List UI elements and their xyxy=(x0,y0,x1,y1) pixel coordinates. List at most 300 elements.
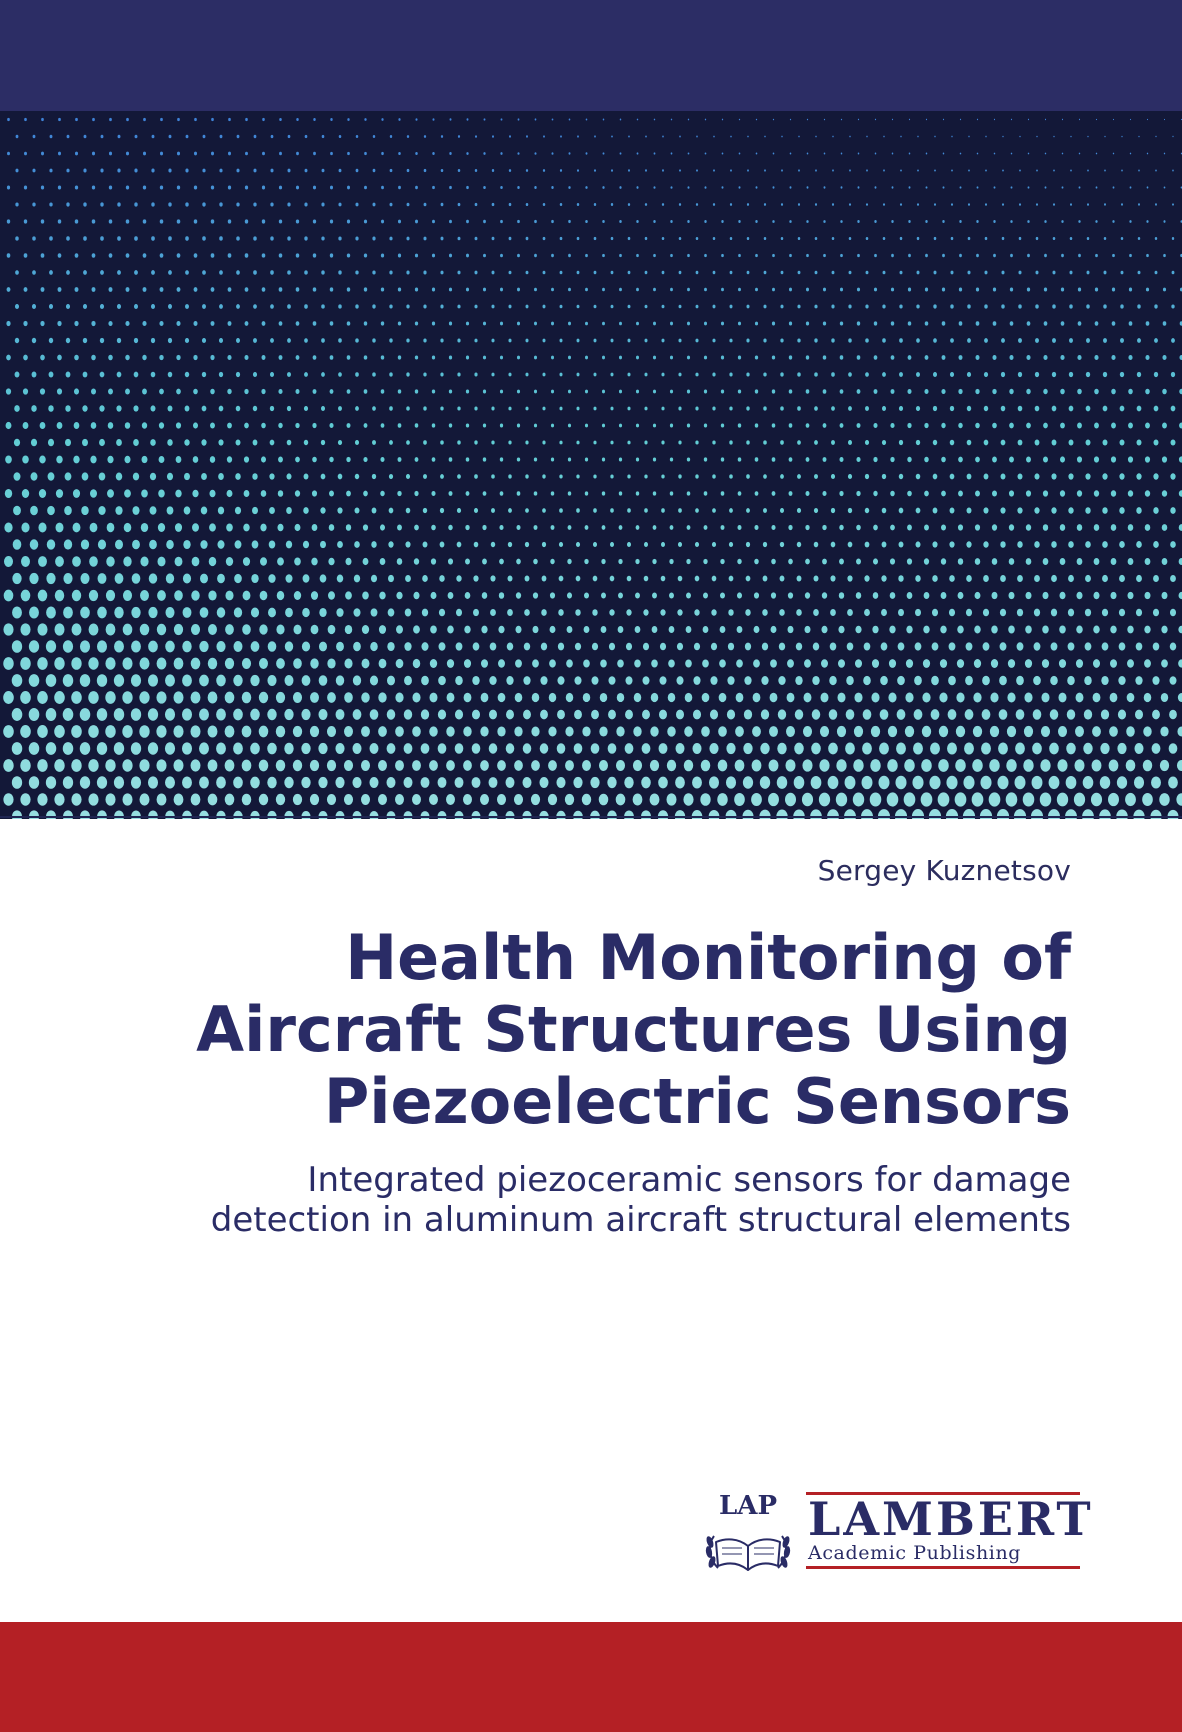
halftone-dot xyxy=(489,676,496,685)
halftone-dot xyxy=(1111,355,1115,360)
halftone-dot xyxy=(455,710,463,720)
halftone-dot xyxy=(1027,321,1031,326)
halftone-dot xyxy=(270,304,274,309)
halftone-dot xyxy=(398,457,402,462)
halftone-dot xyxy=(684,726,693,736)
halftone-dot xyxy=(277,591,285,600)
halftone-dot xyxy=(653,288,656,292)
halftone-dot xyxy=(687,491,691,495)
halftone-dot xyxy=(1053,169,1055,171)
halftone-dot xyxy=(194,118,197,121)
halftone-dot xyxy=(32,202,35,206)
halftone-dot xyxy=(71,759,81,772)
halftone-dot xyxy=(926,119,927,120)
halftone-dot xyxy=(37,623,47,635)
halftone-dot xyxy=(236,406,241,412)
halftone-dot xyxy=(355,270,358,274)
halftone-dot xyxy=(900,237,903,240)
halftone-dot xyxy=(670,390,673,394)
halftone-dot xyxy=(864,642,871,650)
halftone-dot xyxy=(227,355,231,360)
halftone-dot xyxy=(1119,439,1124,445)
halftone-dot xyxy=(1002,237,1005,240)
halftone-dot xyxy=(398,355,401,359)
halftone-dot xyxy=(54,793,64,805)
halftone-dot xyxy=(318,777,327,788)
halftone-dot xyxy=(516,525,520,530)
halftone-dot xyxy=(463,726,471,736)
halftone-dot xyxy=(412,760,421,771)
halftone-dot xyxy=(346,524,351,531)
halftone-dot xyxy=(389,508,394,514)
halftone-dot xyxy=(882,508,887,514)
halftone-dot xyxy=(199,742,209,754)
halftone-dot xyxy=(372,372,376,376)
halftone-dot xyxy=(100,270,104,275)
halftone-dot xyxy=(143,253,147,258)
halftone-dot xyxy=(600,693,607,702)
halftone-dot xyxy=(907,423,911,428)
halftone-dot xyxy=(756,153,758,155)
halftone-dot xyxy=(355,304,358,308)
halftone-dot xyxy=(1016,676,1024,685)
halftone-dot xyxy=(415,186,418,189)
halftone-dot xyxy=(236,338,240,343)
halftone-dot xyxy=(533,592,538,598)
halftone-dot xyxy=(237,135,240,138)
halftone-dot xyxy=(1161,626,1167,634)
halftone-dot xyxy=(797,474,801,479)
halftone-dot xyxy=(56,489,63,498)
halftone-dot xyxy=(380,457,384,462)
halftone-dot xyxy=(772,254,775,257)
publisher-wordmark xyxy=(806,1492,1094,1572)
halftone-dot xyxy=(15,372,20,378)
halftone-dot xyxy=(490,575,495,581)
halftone-dot xyxy=(526,203,529,206)
halftone-dot xyxy=(1136,473,1141,479)
halftone-dot xyxy=(474,339,477,343)
halftone-dot xyxy=(642,676,649,685)
halftone-dot xyxy=(865,440,869,445)
halftone-dot xyxy=(560,203,562,206)
halftone-dot xyxy=(990,693,998,703)
halftone-dot xyxy=(534,356,537,360)
halftone-dot xyxy=(822,592,827,599)
halftone-dot xyxy=(1083,743,1092,754)
halftone-dot xyxy=(896,742,906,754)
halftone-dot xyxy=(301,709,310,720)
halftone-dot xyxy=(772,423,776,427)
halftone-dot xyxy=(602,356,605,360)
halftone-dot xyxy=(1170,575,1176,582)
halftone-dot xyxy=(889,659,896,668)
halftone-dot xyxy=(933,474,938,480)
halftone-dot xyxy=(764,136,765,138)
halftone-dot xyxy=(661,508,665,512)
halftone-dot xyxy=(109,219,113,223)
halftone-dot xyxy=(805,525,809,530)
halftone-dot xyxy=(839,491,843,496)
halftone-dot xyxy=(509,237,512,240)
halftone-dot xyxy=(1040,759,1050,772)
halftone-dot xyxy=(1155,170,1157,172)
halftone-dot xyxy=(474,373,477,377)
halftone-dot xyxy=(73,456,79,464)
halftone-dot xyxy=(245,219,248,223)
halftone-dot xyxy=(407,203,410,207)
halftone-dot xyxy=(185,202,188,206)
halftone-dot xyxy=(882,542,887,548)
halftone-dot xyxy=(756,119,757,121)
halftone-dot xyxy=(56,456,62,464)
halftone-dot xyxy=(253,270,257,274)
halftone-dot xyxy=(228,321,232,326)
halftone-dot xyxy=(489,777,498,788)
halftone-dot xyxy=(790,153,792,155)
halftone-dot xyxy=(1128,355,1132,360)
halftone-dot xyxy=(593,508,597,512)
halftone-dot xyxy=(244,423,249,429)
halftone-dot xyxy=(992,490,997,496)
halftone-dot xyxy=(1145,423,1150,429)
halftone-dot xyxy=(821,693,829,703)
halftone-dot xyxy=(916,372,920,377)
halftone-dot xyxy=(727,710,735,720)
halftone-dot xyxy=(556,777,565,788)
halftone-dot xyxy=(421,777,430,788)
halftone-dot xyxy=(284,709,293,720)
halftone-dot xyxy=(873,423,877,428)
halftone-dot xyxy=(949,575,955,582)
halftone-dot xyxy=(499,525,503,530)
halftone-dot xyxy=(475,237,478,241)
halftone-dot xyxy=(81,539,89,549)
halftone-dot xyxy=(811,743,821,755)
halftone-dot xyxy=(967,406,971,411)
halftone-dot xyxy=(1119,541,1125,548)
halftone-dot xyxy=(99,472,106,480)
halftone-dot xyxy=(97,742,107,755)
halftone-dot xyxy=(721,390,724,394)
halftone-dot xyxy=(1010,220,1012,223)
halftone-dot xyxy=(1109,760,1119,772)
halftone-dot xyxy=(84,135,87,139)
halftone-dot xyxy=(967,507,972,513)
halftone-dot xyxy=(644,407,647,411)
halftone-dot xyxy=(225,726,235,738)
halftone-dot xyxy=(939,692,947,702)
halftone-dot xyxy=(573,777,582,788)
halftone-dot xyxy=(517,186,519,189)
halftone-dot xyxy=(593,373,596,377)
halftone-dot xyxy=(1032,743,1042,755)
title-line-1: Health Monitoring of xyxy=(345,921,1071,994)
halftone-dot xyxy=(560,305,563,309)
halftone-dot xyxy=(558,643,564,651)
halftone-dot xyxy=(449,254,452,258)
halftone-dot xyxy=(551,525,555,530)
halftone-dot xyxy=(313,186,316,190)
halftone-dot xyxy=(107,523,115,532)
halftone-dot xyxy=(917,237,920,240)
halftone-dot xyxy=(432,355,435,359)
halftone-dot xyxy=(659,710,667,720)
halftone-dot xyxy=(254,135,257,138)
halftone-dot xyxy=(849,169,851,171)
halftone-dot xyxy=(772,288,775,292)
halftone-dot xyxy=(551,458,554,462)
halftone-dot xyxy=(848,440,852,445)
halftone-dot xyxy=(695,440,698,444)
halftone-dot xyxy=(483,288,486,292)
halftone-dot xyxy=(80,640,90,652)
halftone-dot xyxy=(670,424,673,428)
halftone-dot xyxy=(219,304,223,309)
halftone-dot xyxy=(37,793,47,805)
halftone-dot xyxy=(1087,136,1088,138)
halftone-dot xyxy=(1070,237,1073,240)
halftone-dot xyxy=(694,643,700,651)
halftone-dot xyxy=(729,576,734,582)
halftone-dot xyxy=(64,506,72,515)
halftone-dot xyxy=(900,203,902,206)
halftone-dot xyxy=(293,726,302,737)
halftone-dot xyxy=(276,760,285,772)
halftone-dot xyxy=(713,136,715,138)
halftone-dot xyxy=(1059,592,1065,599)
halftone-dot xyxy=(261,456,266,462)
halftone-dot xyxy=(80,573,89,584)
halftone-dot xyxy=(542,542,546,547)
halftone-dot xyxy=(679,136,681,138)
halftone-dot xyxy=(312,490,317,496)
halftone-dot xyxy=(253,406,257,411)
halftone-dot xyxy=(695,542,699,547)
halftone-dot xyxy=(287,236,290,240)
halftone-dot xyxy=(141,523,148,532)
halftone-dot xyxy=(993,254,996,257)
halftone-dot xyxy=(184,506,191,514)
halftone-dot xyxy=(909,153,911,155)
halftone-dot xyxy=(225,760,235,772)
halftone-dot xyxy=(736,693,744,702)
halftone-dot xyxy=(806,423,810,428)
halftone-dot xyxy=(276,625,284,635)
halftone-dot xyxy=(236,236,240,240)
halftone-dot xyxy=(15,169,18,173)
halftone-dot xyxy=(941,491,946,497)
halftone-dot xyxy=(686,592,691,598)
halftone-dot xyxy=(227,456,232,462)
halftone-dot xyxy=(693,710,701,720)
halftone-dot xyxy=(114,776,124,788)
halftone-dot xyxy=(1163,220,1165,223)
halftone-dot xyxy=(253,202,256,206)
halftone-dot xyxy=(1118,710,1126,720)
halftone-dot xyxy=(618,626,624,633)
halftone-dot xyxy=(106,624,116,636)
halftone-dot xyxy=(346,457,350,462)
halftone-dot xyxy=(508,575,513,581)
halftone-dot xyxy=(917,203,919,206)
halftone-dot xyxy=(1009,524,1014,530)
halftone-dot xyxy=(71,691,82,704)
halftone-dot xyxy=(134,304,138,309)
halftone-dot xyxy=(678,576,683,582)
halftone-dot xyxy=(1178,693,1182,702)
halftone-dot xyxy=(344,659,352,669)
halftone-dot xyxy=(1086,439,1091,445)
halftone-dot xyxy=(1110,626,1116,634)
halftone-dot xyxy=(789,457,793,462)
halftone-dot xyxy=(738,423,741,427)
halftone-dot xyxy=(151,270,155,275)
halftone-dot xyxy=(823,321,826,325)
halftone-dot xyxy=(815,271,818,275)
halftone-dot xyxy=(950,440,955,446)
halftone-dot xyxy=(534,220,537,223)
halftone-dot xyxy=(968,237,971,240)
halftone-dot xyxy=(380,558,386,565)
halftone-dot xyxy=(806,220,808,223)
halftone-dot xyxy=(883,136,884,138)
halftone-dot xyxy=(898,609,904,616)
halftone-dot xyxy=(747,271,750,274)
halftone-dot xyxy=(1034,609,1040,617)
halftone-dot xyxy=(568,525,572,530)
halftone-dot xyxy=(744,709,752,719)
halftone-dot xyxy=(645,203,647,206)
halftone-dot xyxy=(1145,592,1151,599)
halftone-dot xyxy=(636,288,639,292)
halftone-dot xyxy=(687,186,689,189)
halftone-dot xyxy=(54,623,64,635)
halftone-dot xyxy=(151,372,156,378)
halftone-dot xyxy=(208,590,216,600)
halftone-dot xyxy=(576,576,581,582)
halftone-dot xyxy=(960,119,961,120)
halftone-dot xyxy=(917,136,918,138)
halftone-dot xyxy=(210,355,214,360)
halftone-dot xyxy=(431,491,435,496)
halftone-dot xyxy=(88,759,98,772)
halftone-dot xyxy=(931,676,939,685)
halftone-dot xyxy=(830,575,835,581)
halftone-dot xyxy=(619,525,623,530)
halftone-dot xyxy=(117,338,121,343)
halftone-dot xyxy=(772,355,775,359)
halftone-dot xyxy=(696,305,699,309)
halftone-dot xyxy=(959,288,962,292)
halftone-dot xyxy=(208,658,217,670)
halftone-dot xyxy=(887,759,897,772)
halftone-dot xyxy=(1069,372,1073,377)
halftone-dot xyxy=(421,676,429,685)
halftone-dot xyxy=(863,709,872,720)
halftone-dot xyxy=(1076,659,1083,668)
halftone-dot xyxy=(1147,119,1148,120)
halftone-dot xyxy=(338,338,342,342)
halftone-dot xyxy=(973,726,982,737)
halftone-dot xyxy=(1094,355,1098,360)
halftone-dot xyxy=(1017,642,1024,650)
halftone-dot xyxy=(804,693,812,703)
halftone-dot xyxy=(1019,136,1020,138)
halftone-dot xyxy=(457,440,460,444)
halftone-dot xyxy=(977,153,979,155)
halftone-dot xyxy=(977,186,979,188)
halftone-dot xyxy=(176,422,181,428)
halftone-dot xyxy=(1036,203,1038,206)
halftone-dot xyxy=(984,304,987,308)
halftone-dot xyxy=(814,542,819,548)
halftone-dot xyxy=(957,626,963,634)
halftone-dot xyxy=(625,676,632,685)
halftone-dot xyxy=(1026,524,1031,531)
halftone-dot xyxy=(58,219,62,223)
halftone-dot xyxy=(1128,490,1133,497)
halftone-dot xyxy=(347,186,350,190)
halftone-dot xyxy=(590,777,599,788)
halftone-dot xyxy=(635,626,641,633)
halftone-dot xyxy=(608,743,617,754)
halftone-dot xyxy=(1128,456,1133,462)
halftone-dot xyxy=(381,220,384,224)
subtitle-line-1: Integrated piezoceramic sensors for damage xyxy=(307,1160,1071,1200)
halftone-dot xyxy=(406,474,410,479)
halftone-dot xyxy=(643,609,648,615)
halftone-dot xyxy=(75,253,79,258)
halftone-dot xyxy=(891,355,895,360)
halftone-dot xyxy=(423,237,426,241)
halftone-dot xyxy=(593,542,597,547)
halftone-dot xyxy=(662,169,664,171)
halftone-dot xyxy=(463,794,472,805)
halftone-dot xyxy=(133,473,139,481)
halftone-dot xyxy=(542,339,545,343)
halftone-dot xyxy=(856,457,860,462)
halftone-dot xyxy=(763,372,766,376)
halftone-dot xyxy=(285,574,292,583)
halftone-dot xyxy=(1051,507,1056,514)
halftone-dot xyxy=(824,186,826,188)
halftone-dot xyxy=(66,202,69,206)
halftone-dot xyxy=(713,203,715,206)
halftone-dot xyxy=(934,203,936,206)
halftone-dot xyxy=(754,559,759,565)
halftone-dot xyxy=(891,254,894,257)
halftone-dot xyxy=(670,288,673,292)
halftone-dot xyxy=(143,287,147,292)
halftone-dot xyxy=(158,490,165,498)
halftone-dot xyxy=(849,203,851,206)
halftone-dot xyxy=(814,338,817,342)
halftone-dot xyxy=(202,338,206,343)
halftone-dot xyxy=(582,760,591,771)
halftone-dot xyxy=(268,641,277,651)
halftone-dot xyxy=(185,270,189,275)
halftone-dot xyxy=(534,525,538,530)
halftone-dot xyxy=(457,508,461,513)
halftone-dot xyxy=(321,304,325,308)
halftone-dot xyxy=(438,743,447,754)
halftone-dot xyxy=(594,169,596,172)
halftone-dot xyxy=(1033,709,1042,720)
halftone-dot xyxy=(991,659,998,668)
halftone-dot xyxy=(193,389,198,395)
halftone-dot xyxy=(870,759,880,772)
